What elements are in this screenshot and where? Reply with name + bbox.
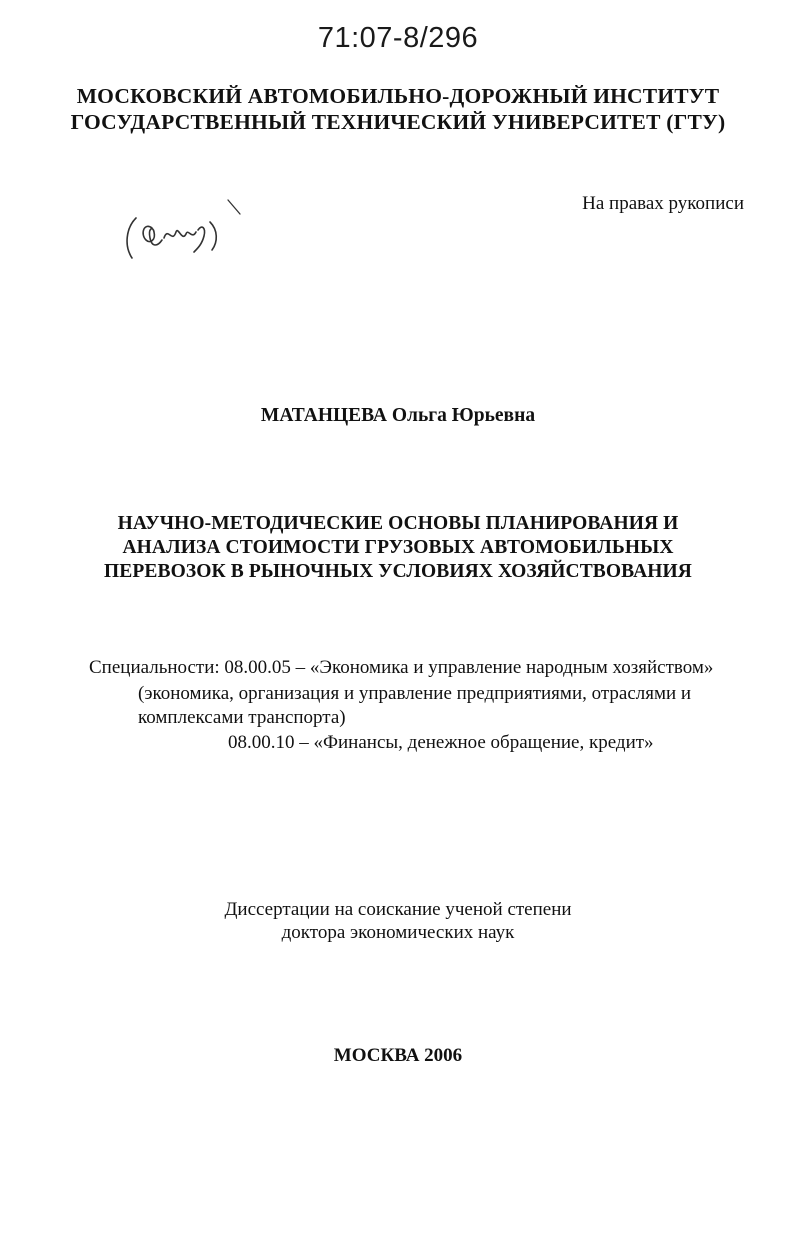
manuscript-rights-note: На правах рукописи xyxy=(582,193,744,214)
specialty-line-4: 08.00.10 – «Финансы, денежное обращение, кредит» xyxy=(228,732,654,753)
dissertation-title-line-2: АНАЛИЗА СТОИМОСТИ ГРУЗОВЫХ АВТОМОБИЛЬНЫХ xyxy=(122,537,674,558)
institute-name-line-2: ГОСУДАРСТВЕННЫЙ ТЕХНИЧЕСКИЙ УНИВЕРСИТЕТ (ГТУ) xyxy=(70,110,726,134)
dissertation-title-line-1: НАУЧНО-МЕТОДИЧЕСКИЕ ОСНОВЫ ПЛАНИРОВАНИЯ И xyxy=(117,513,679,534)
specialty-line-1: Специальности: 08.00.05 – «Экономика и управление народным хозяйством» xyxy=(89,657,714,678)
city-and-year: МОСКВА 2006 xyxy=(333,1045,463,1066)
degree-line-2: доктора экономических наук xyxy=(281,922,515,943)
handwritten-mark-image xyxy=(120,188,270,268)
dissertation-title-line-3: ПЕРЕВОЗОК В РЫНОЧНЫХ УСЛОВИЯХ ХОЗЯЙСТВОВАНИЯ xyxy=(104,561,692,582)
institute-name-line-1: МОСКОВСКИЙ АВТОМОБИЛЬНО-ДОРОЖНЫЙ ИНСТИТУТ xyxy=(76,84,720,108)
specialty-line-3: комплексами транспорта) xyxy=(138,707,346,728)
degree-line-1: Диссертации на соискание ученой степени xyxy=(224,899,572,920)
specialty-line-2: (экономика, организация и управление предприятиями, отраслями и xyxy=(138,683,692,704)
catalog-number: 71:07-8/296 xyxy=(317,22,479,54)
author-name: МАТАНЦЕВА Ольга Юрьевна xyxy=(260,405,536,426)
